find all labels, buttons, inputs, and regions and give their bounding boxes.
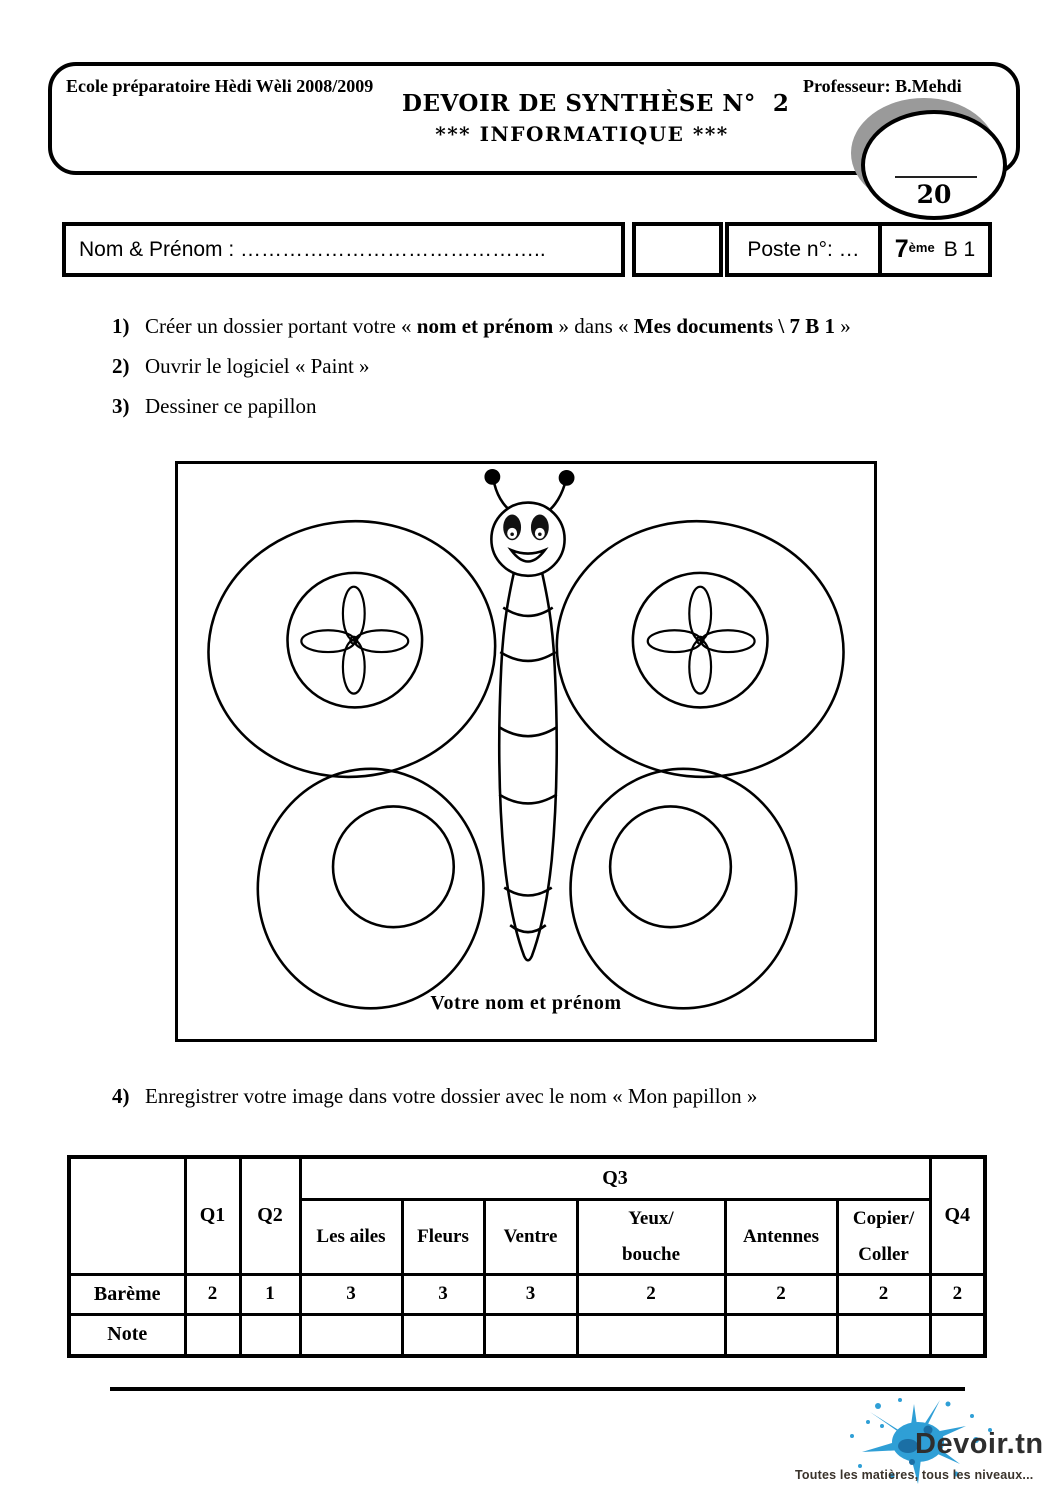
instruction-4: [112, 1084, 992, 1124]
instruction-text: Ouvrir le logiciel « Paint »: [145, 354, 370, 378]
butterfly-upper-left-wing: [196, 507, 508, 791]
table-subheader-cell: Antennes: [725, 1199, 837, 1274]
note-value: [240, 1314, 300, 1356]
note-value: [930, 1314, 985, 1356]
butterfly-caption: Votre nom et prénom: [430, 992, 622, 1014]
table-header-row: [69, 1157, 985, 1199]
left-flower: [301, 587, 408, 694]
poste-class-box: [725, 222, 992, 277]
instruction-text: Dessiner ce papillon: [145, 394, 317, 418]
lower-right-circle: [610, 806, 731, 927]
table-header-q4: Q4: [930, 1157, 985, 1274]
note-value: [484, 1314, 577, 1356]
note-value: [402, 1314, 484, 1356]
class-ordinal-sup: ème: [908, 240, 935, 255]
score-denominator: 20: [916, 180, 952, 209]
butterfly-lower-right-wing: [571, 769, 797, 1009]
note-label: Note: [69, 1314, 185, 1356]
score-ellipse: [861, 110, 1007, 220]
school-name: Ecole préparatoire Hèdi Wèli 2008/2009: [66, 76, 374, 96]
bareme-value: 3: [402, 1274, 484, 1314]
instruction-number: 2): [112, 354, 130, 378]
professor-name: Professeur: B.Mehdi: [803, 76, 962, 96]
lower-left-circle: [333, 806, 454, 927]
right-antenna-tip: [559, 470, 575, 486]
table-subheader-cell: Copier/ Coller: [837, 1199, 930, 1274]
poste-field: [729, 226, 882, 273]
name-label: Nom & Prénom : ……………………………………..: [79, 237, 546, 261]
footer-rule: [110, 1387, 965, 1391]
bareme-value: 2: [930, 1274, 985, 1314]
class-number: 7: [894, 235, 909, 263]
butterfly-head: [491, 503, 564, 576]
bareme-value: 3: [484, 1274, 577, 1314]
note-value: [725, 1314, 837, 1356]
table-header-q3: Q3: [300, 1157, 930, 1199]
table-subheader-cell: Fleurs: [402, 1199, 484, 1274]
table-subheader-cell: Les ailes: [300, 1199, 402, 1274]
table-corner-cell: [69, 1157, 185, 1274]
grading-table: [67, 1155, 987, 1358]
bareme-value: 2: [185, 1274, 240, 1314]
bareme-row: [69, 1274, 985, 1314]
bareme-value: 3: [300, 1274, 402, 1314]
left-antenna-tip: [484, 469, 500, 485]
instruction-item: [112, 394, 992, 434]
instruction-number: 3): [112, 394, 130, 418]
bareme-value: 1: [240, 1274, 300, 1314]
right-flower: [648, 587, 755, 694]
butterfly-body: [499, 563, 556, 960]
instruction-text: Créer un dossier portant votre « nom et prénom » dans « Mes documents \ 7 B 1 »: [145, 314, 851, 338]
note-value: [837, 1314, 930, 1356]
empty-box: [632, 222, 723, 277]
instructions-list: [112, 314, 992, 434]
table-subheader-cell: Ventre: [484, 1199, 577, 1274]
instruction-number: 4): [112, 1084, 130, 1108]
note-value: [300, 1314, 402, 1356]
name-field-box: [62, 222, 625, 277]
brand-logo-text: Devoir.tn: [915, 1428, 1044, 1460]
butterfly-upper-right-wing: [544, 507, 856, 791]
instruction-text: Enregistrer votre image dans votre dossier avec le nom « Mon papillon »: [145, 1084, 758, 1108]
bareme-value: 2: [577, 1274, 725, 1314]
instruction-item: [112, 354, 992, 394]
instruction-item: [112, 314, 992, 354]
table-header-q2: Q2: [240, 1157, 300, 1274]
butterfly-drawing-frame: [175, 461, 877, 1042]
note-value: [577, 1314, 725, 1356]
note-value: [185, 1314, 240, 1356]
poste-label: Poste n°: …: [747, 237, 860, 261]
table-header-q1: Q1: [185, 1157, 240, 1274]
instruction-item: [112, 1084, 992, 1124]
bareme-value: 2: [725, 1274, 837, 1314]
table-subheader-cell: Yeux/ bouche: [577, 1199, 725, 1274]
brand-tagline: Toutes les matières, tous les niveaux...: [795, 1468, 1034, 1482]
class-section: B 1: [943, 237, 976, 261]
butterfly-drawing: [178, 464, 874, 1039]
note-row: [69, 1314, 985, 1356]
bareme-label: Barème: [69, 1274, 185, 1314]
instruction-number: 1): [112, 314, 130, 338]
bareme-value: 2: [837, 1274, 930, 1314]
exam-title: DEVOIR DE SYNTHÈSE N° 2: [402, 90, 790, 117]
class-label: [882, 226, 988, 273]
exam-subject: *** INFORMATIQUE ***: [435, 122, 729, 146]
score-fraction-line: [895, 176, 977, 178]
